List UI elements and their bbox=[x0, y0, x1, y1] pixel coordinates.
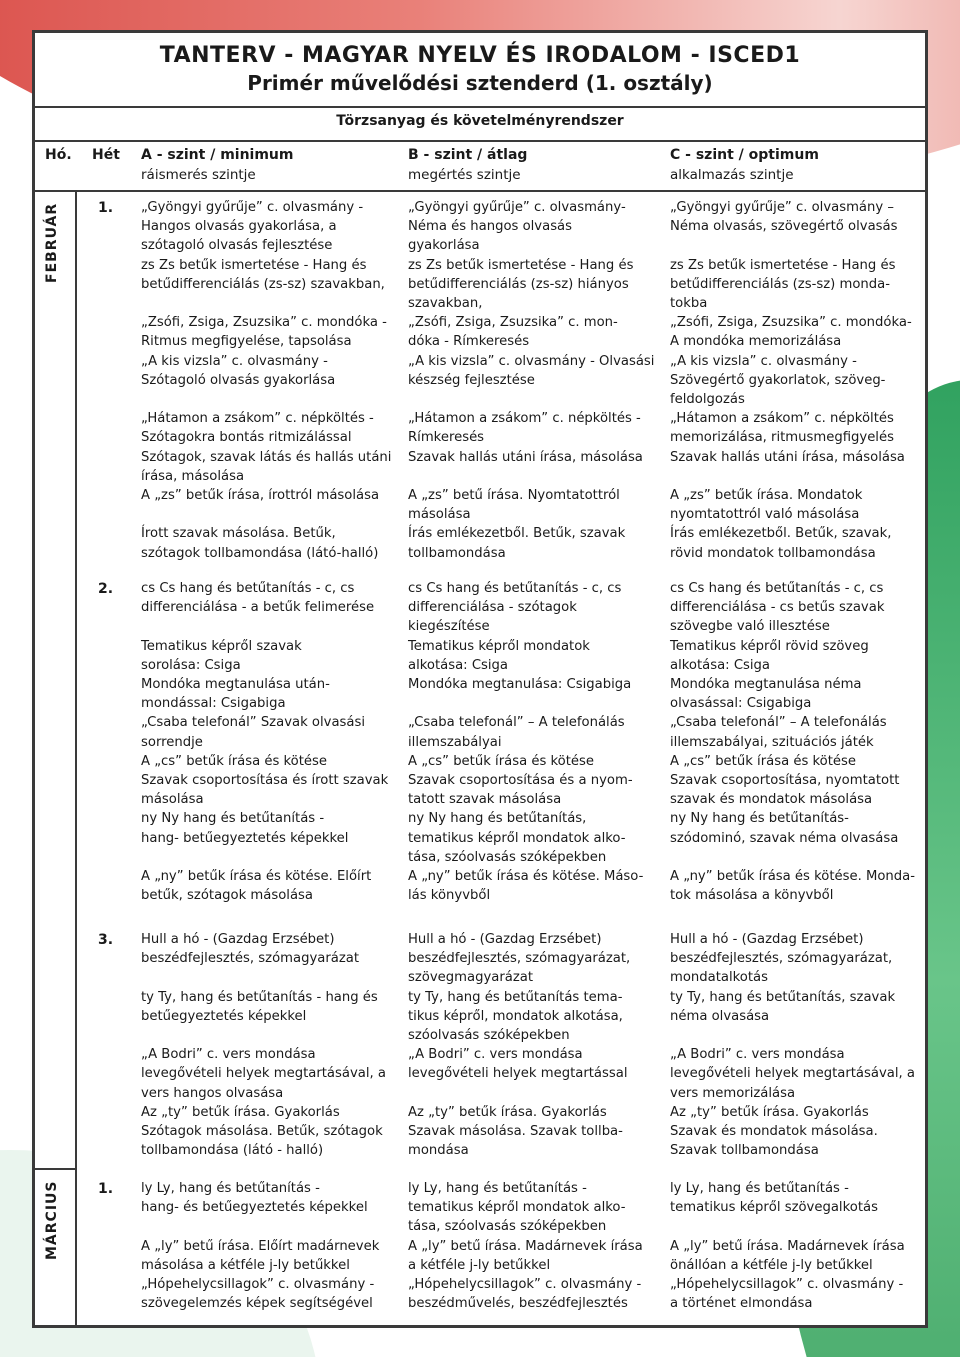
week-number: 3. bbox=[98, 932, 114, 948]
header-level-c: C - szint / optimum bbox=[670, 147, 819, 163]
level-a-cell: cs Cs hang és betűtanítás - c, cs differenciálása - a betűk felimerése Tematikus képről szavak sorolása: Csiga Mondóka megtanulása után- mondással: Csigabiga „Csaba telefonál” Szavak olvasási sorrendje A „cs” betűk írása és kötése Szavak csoportosítása és írott szavak másolása ny Ny hang és betűtanítás - hang- betűegyeztetés képekkel A „ny” betűk írása és kötése. Előírt betűk, szótagok másolása bbox=[141, 581, 389, 904]
level-c-cell: Hull a hó - (Gazdag Erzsébet) beszédfejlesztés, szómagyarázat, mondatalkotás ty Ty, hang és betűtanítás, szavak néma olvasása „A Bodri” c. vers mondása levegővételi helyek megtartásával, a vers memorizálása Az „ty” betűk írása. Gyakorlás Szavak és mondatok másolása. Szavak tollbamondása bbox=[670, 932, 915, 1159]
level-a-cell: Hull a hó - (Gazdag Erzsébet) beszédfejlesztés, szómagyarázat ty Ty, hang és betűtanítás - hang és betűegyeztetés képekkel „A Bodri” c. vers mondása levegővételi helyek megtartásával, a vers hangos olvasása Az „ty” betűk írása. Gyakorlás Szótagok másolása. Betűk, szótagok tollbamondása (látó - halló) bbox=[141, 932, 386, 1159]
month-march: MÁRCIUS bbox=[44, 1180, 60, 1260]
month-february: FEBRUÁR bbox=[44, 202, 60, 283]
divider bbox=[35, 190, 925, 192]
divider bbox=[35, 140, 925, 142]
level-b-cell: ly Ly, hang és betűtanítás - tematikus képről mondatok alko- tása, szóolvasás szóképekben A „ly” betű írása. Madárnevek írása a kétféle j-ly betűkkel „Hópehelycsillagok” c. olvasmány - beszédművelés, beszédfejlesztés bbox=[408, 1181, 643, 1312]
level-c-cell: „Gyöngyi gyűrűje” c. olvasmány – Néma olvasás, szövegértő olvasás zs Zs betűk ismertetése - Hang és betűdifferenciálás (zs-sz) monda- tokba „Zsófi, Zsiga, Zsuzsika” c. mondóka- A mondóka memorizálása „A kis vizsla” c. olvasmány - Szövegértő gyakorlatok, szöveg- feldolgozás „Hátamon a zsákom” c. népköltés memorizálása, ritmusmegfigyelés Szavak hallás utáni írása, másolása A „zs” betűk írása. Mondatok nyomtatottról való másolása Írás emlékezetből. Betűk, szavak, rövid mondatok tollbamondása bbox=[670, 200, 912, 561]
level-b-cell: cs Cs hang és betűtanítás - c, cs differenciálása - szótagok kiegészítése Tematikus képről mondatok alkotása: Csiga Mondóka megtanulása: Csigabiga „Csaba telefonál” – A telefonálás illemszabályai A „cs” betűk írása és kötése Szavak csoportosítása és a nyom- tatott szavak másolása ny Ny hang és betűtanítás, tematikus képről mondatok alko- tása, szóolvasás szóképekben A „ny” betűk írása és kötése. Máso- lás könyvből bbox=[408, 581, 644, 904]
header-level-a-sub: ráismerés szintje bbox=[141, 167, 256, 183]
header-level-a: A - szint / minimum bbox=[141, 147, 294, 163]
month-divider bbox=[35, 1168, 75, 1170]
month-column-line bbox=[75, 190, 77, 1328]
divider bbox=[35, 106, 925, 108]
header-level-b: B - szint / átlag bbox=[408, 147, 528, 163]
level-c-cell: ly Ly, hang és betűtanítás - tematikus képről szövegalkotás A „ly” betű írása. Madárnevek írása önállóan a kétféle j-ly betűkkel „Hópehelycsillagok” c. olvasmány - a történet elmondása bbox=[670, 1181, 905, 1312]
level-a-cell: ly Ly, hang és betűtanítás - hang- és betűegyeztetés képekkel A „ly” betű írása. Előírt madárnevek másolása a kétféle j-ly betűkkel „Hópehelycsillagok” c. olvasmány - szövegelemzés képek segítségével bbox=[141, 1181, 380, 1312]
level-b-cell: „Gyöngyi gyűrűje” c. olvasmány- Néma és hangos olvasás gyakorlása zs Zs betűk ismertetése - Hang és betűdifferenciálás (zs-sz) hiányos szavakban, „Zsófi, Zsiga, Zsuzsika” c. mon- dóka - Rímkeresés „A kis vizsla” c. olvasmány - Olvasási készség fejlesztése „Hátamon a zsákom” c. népköltés - Rímkeresés Szavak hallás utáni írása, másolása A „zs” betű írása. Nyomtatottról másolása Írás emlékezetből. Betűk, szavak tollbamondása bbox=[408, 200, 655, 561]
week-number: 1. bbox=[98, 200, 114, 216]
header-level-c-sub: alkalmazás szintje bbox=[670, 167, 794, 183]
curriculum-panel bbox=[32, 30, 928, 1328]
level-c-cell: cs Cs hang és betűtanítás - c, cs differenciálása - cs betűs szavak szövegbe való illesztése Tematikus képről rövid szöveg alkotása: Csiga Mondóka megtanulása néma olvasással: Csigabiga „Csaba telefonál” – A telefonálás illemszabályai, szituációs játék A „cs” betűk írása és kötése Szavak csoportosítása, nyomtatott szavak és mondatok másolása ny Ny hang és betűtanítás- szódominó, szavak néma olvasása A „ny” betűk írása és kötése. Monda- tok másolása a könyvből bbox=[670, 581, 915, 904]
document-subtitle: Primér művelődési sztenderd (1. osztály) bbox=[247, 71, 713, 95]
week-number: 1. bbox=[98, 1181, 114, 1197]
document-title: TANTERV - MAGYAR NYELV ÉS IRODALOM - ISCED1 bbox=[159, 43, 801, 68]
section-title: Törzsanyag és követelményrendszer bbox=[336, 113, 624, 129]
week-number: 2. bbox=[98, 581, 114, 597]
header-level-b-sub: megértés szintje bbox=[408, 167, 521, 183]
header-month: Hó. bbox=[45, 147, 72, 163]
level-a-cell: „Gyöngyi gyűrűje” c. olvasmány - Hangos olvasás gyakorlása, a szótagoló olvasás fejlesztése zs Zs betűk ismertetése - Hang és betűdifferenciálás (zs-sz) szavakban, „Zsófi, Zsiga, Zsuzsika” c. mondóka - Ritmus megfigyelése, tapsolása „A kis vizsla” c. olvasmány - Szótagoló olvasás gyakorlása „Hátamon a zsákom” c. népköltés - Szótagokra bontás ritmizálással Szótagok, szavak látás és hallás utáni írása, másolása A „zs” betűk írása, írottról másolása Írott szavak másolása. Betűk, szótagok tollbamondása (látó-halló) bbox=[141, 200, 392, 561]
level-b-cell: Hull a hó - (Gazdag Erzsébet) beszédfejlesztés, szómagyarázat, szövegmagyarázat ty Ty, hang és betűtanítás tema- tikus képről, mondatok alkotása, szóolvasás szóképekben „A Bodri” c. vers mondása levegővételi helyek megtartással Az „ty” betűk írása. Gyakorlás Szavak másolása. Szavak tollba- mondása bbox=[408, 932, 631, 1159]
header-week: Hét bbox=[92, 147, 120, 163]
